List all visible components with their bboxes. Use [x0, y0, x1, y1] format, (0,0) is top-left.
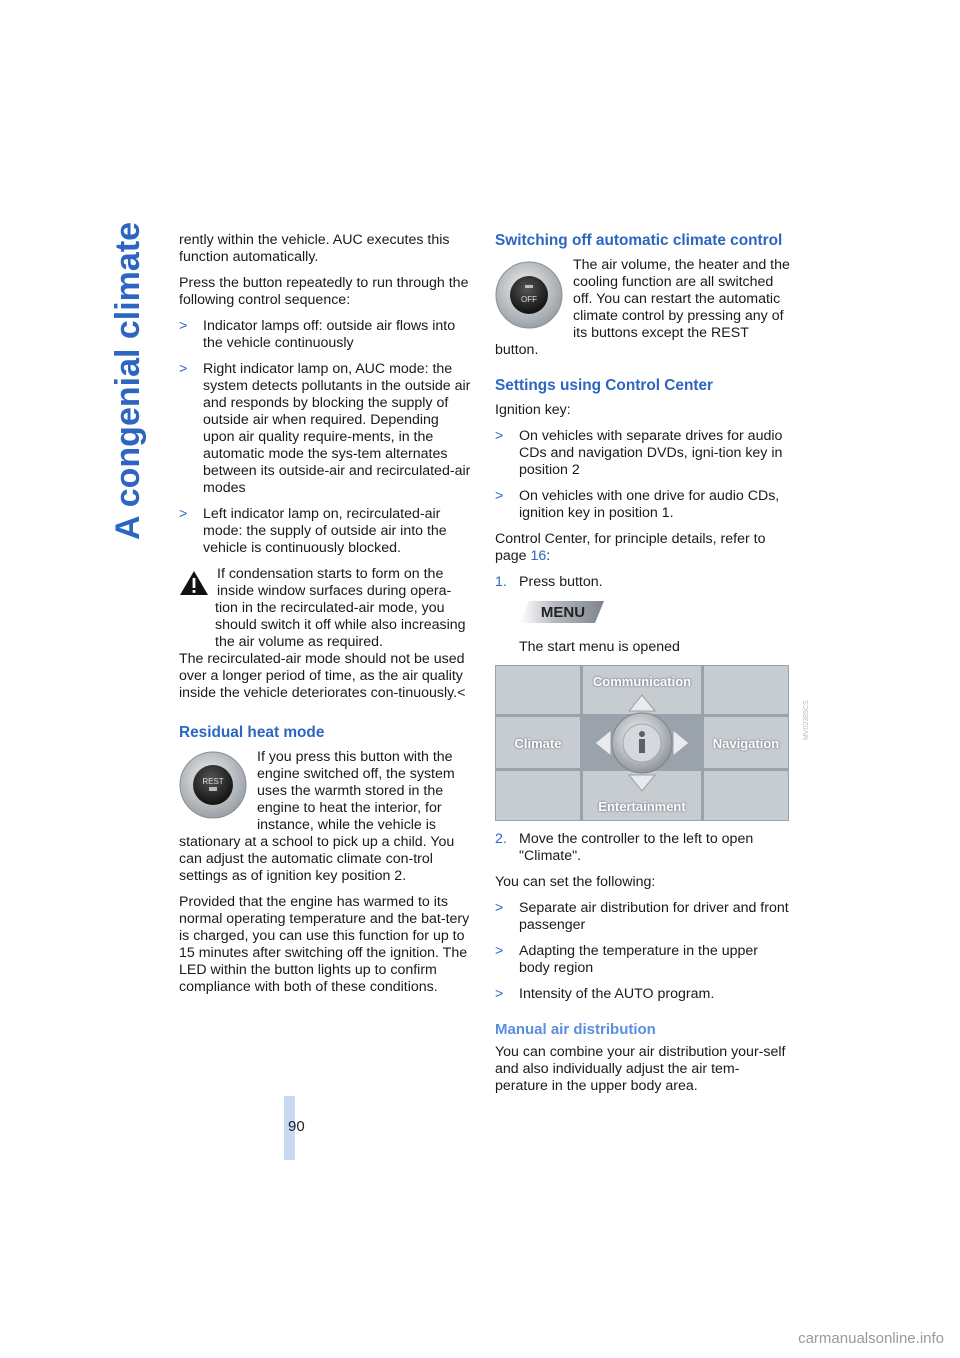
list-item: > Left indicator lamp on, recirculated-air mode: the supply of outside air into the vehicle is continuously blocked.	[179, 506, 447, 556]
right-column	[495, 232, 791, 1104]
list-item: > Separate air distribution for driver and front passenger	[495, 900, 789, 933]
control-center-screen	[495, 665, 789, 821]
warning-note	[179, 566, 471, 702]
step-item: 1. Press button.	[495, 574, 603, 590]
menu-item-entertainment[interactable]: Entertainment	[598, 799, 686, 814]
ignition-key-label: Ignition key:	[495, 402, 571, 418]
rest-button-icon	[179, 751, 247, 819]
menu-item-communication[interactable]: Communication	[592, 674, 692, 689]
warning-text-2: The recirculated-air mode should not be used over a longer period of time, as the air quality inside the vehicle deteriorates con-tinuously.	[179, 651, 465, 701]
list-item: > Adapting the temperature in the upper body region	[495, 943, 758, 976]
side-section-title: A congenial climate	[109, 221, 147, 540]
end-mark: <	[457, 685, 466, 701]
start-menu-text: The start menu is opened	[519, 639, 680, 655]
menu-button-image	[519, 600, 791, 629]
press-paragraph: Press the button repeatedly to run through the following control sequence:	[179, 275, 469, 308]
residual-heat-block	[179, 749, 471, 996]
off-button-label: OFF	[521, 295, 537, 304]
page-number: 90	[288, 1118, 305, 1135]
bullet-icon: >	[495, 428, 504, 444]
list-item: > Intensity of the AUTO program.	[495, 986, 715, 1002]
switching-off-heading: Switching off automatic climate control	[495, 232, 783, 249]
switch-off-block	[495, 257, 791, 359]
menu-button-icon	[519, 600, 605, 624]
residual-heat-heading: Residual heat mode	[179, 724, 325, 741]
menu-item-climate[interactable]: Climate	[514, 736, 562, 751]
bullet-icon: >	[179, 318, 188, 334]
intro-paragraph: rently within the vehicle. AUC executes this function automatically.	[179, 232, 450, 265]
list-item: > On vehicles with separate drives for audio CDs and navigation DVDs, igni-tion key in position 2	[495, 428, 783, 478]
control-center-heading: Settings using Control Center	[495, 377, 714, 394]
left-column	[179, 232, 471, 1005]
menu-item-navigation[interactable]: Navigation	[712, 736, 780, 751]
bullet-icon: >	[179, 361, 188, 377]
residual-text-2: Provided that the engine has warmed to its normal operating temperature and the bat-tery is charged, you can use this function for up to 15 minutes after switching off the ignition. The LED within the button lights up to confirm compliance with both of these conditions.	[179, 894, 470, 995]
rest-button-label: REST	[202, 777, 224, 786]
page-link[interactable]: 16	[530, 548, 547, 564]
manual-air-heading: Manual air distribution	[495, 1021, 656, 1038]
bullet-icon: >	[495, 943, 504, 959]
warning-text: If condensation starts to form on the inside window surfaces during opera-tion in the recirculated-air mode, you should switch it off while also increasing the air volume as required.	[215, 566, 466, 650]
bullet-icon: >	[179, 506, 188, 522]
list-item: > Indicator lamps off: outside air flows into the vehicle continuously	[179, 318, 456, 351]
switch-off-text: The air volume, the heater and the cooling function are all switched off. You can restart the automatic climate control by pressing any of its buttons except the REST button.	[495, 257, 790, 358]
step-item: 2. Move the controller to the left to open "Climate".	[495, 831, 754, 864]
svg-text:MENU: MENU	[540, 604, 586, 621]
bullet-icon: >	[495, 986, 504, 1002]
cc-reference: Control Center, for principle details, refer to page 16:	[495, 531, 766, 564]
watermark: carmanualsonline.info	[798, 1330, 944, 1347]
bullet-icon: >	[495, 488, 504, 504]
image-code: MV02385CS	[803, 700, 810, 740]
set-following-text: You can set the following:	[495, 874, 656, 890]
off-button-icon	[495, 261, 563, 329]
list-item: > On vehicles with one drive for audio CDs, ignition key in position 1.	[495, 488, 780, 521]
bullet-icon: >	[495, 900, 504, 916]
warning-triangle-icon	[179, 570, 209, 596]
manual-air-text: You can combine your air distribution your-self and also individually adjust the air tem-perature in the upper body area.	[495, 1044, 786, 1094]
residual-text: If you press this button with the engine switched off, the system uses the warmth stored in the engine to heat the interior, for instance, while the vehicle is stationary at a school to pick up a child. You can adjust the automatic climate con-trol settings as of ignition key position 2.	[179, 749, 455, 884]
list-item: > Right indicator lamp on, AUC mode: the system detects pollutants in the outside air and responds by blocking the supply of outside air when required. Depending upon air quality require-ments, in the automatic mode the sys-tem alternates between its outside-air and recirculated-air modes	[179, 361, 471, 496]
